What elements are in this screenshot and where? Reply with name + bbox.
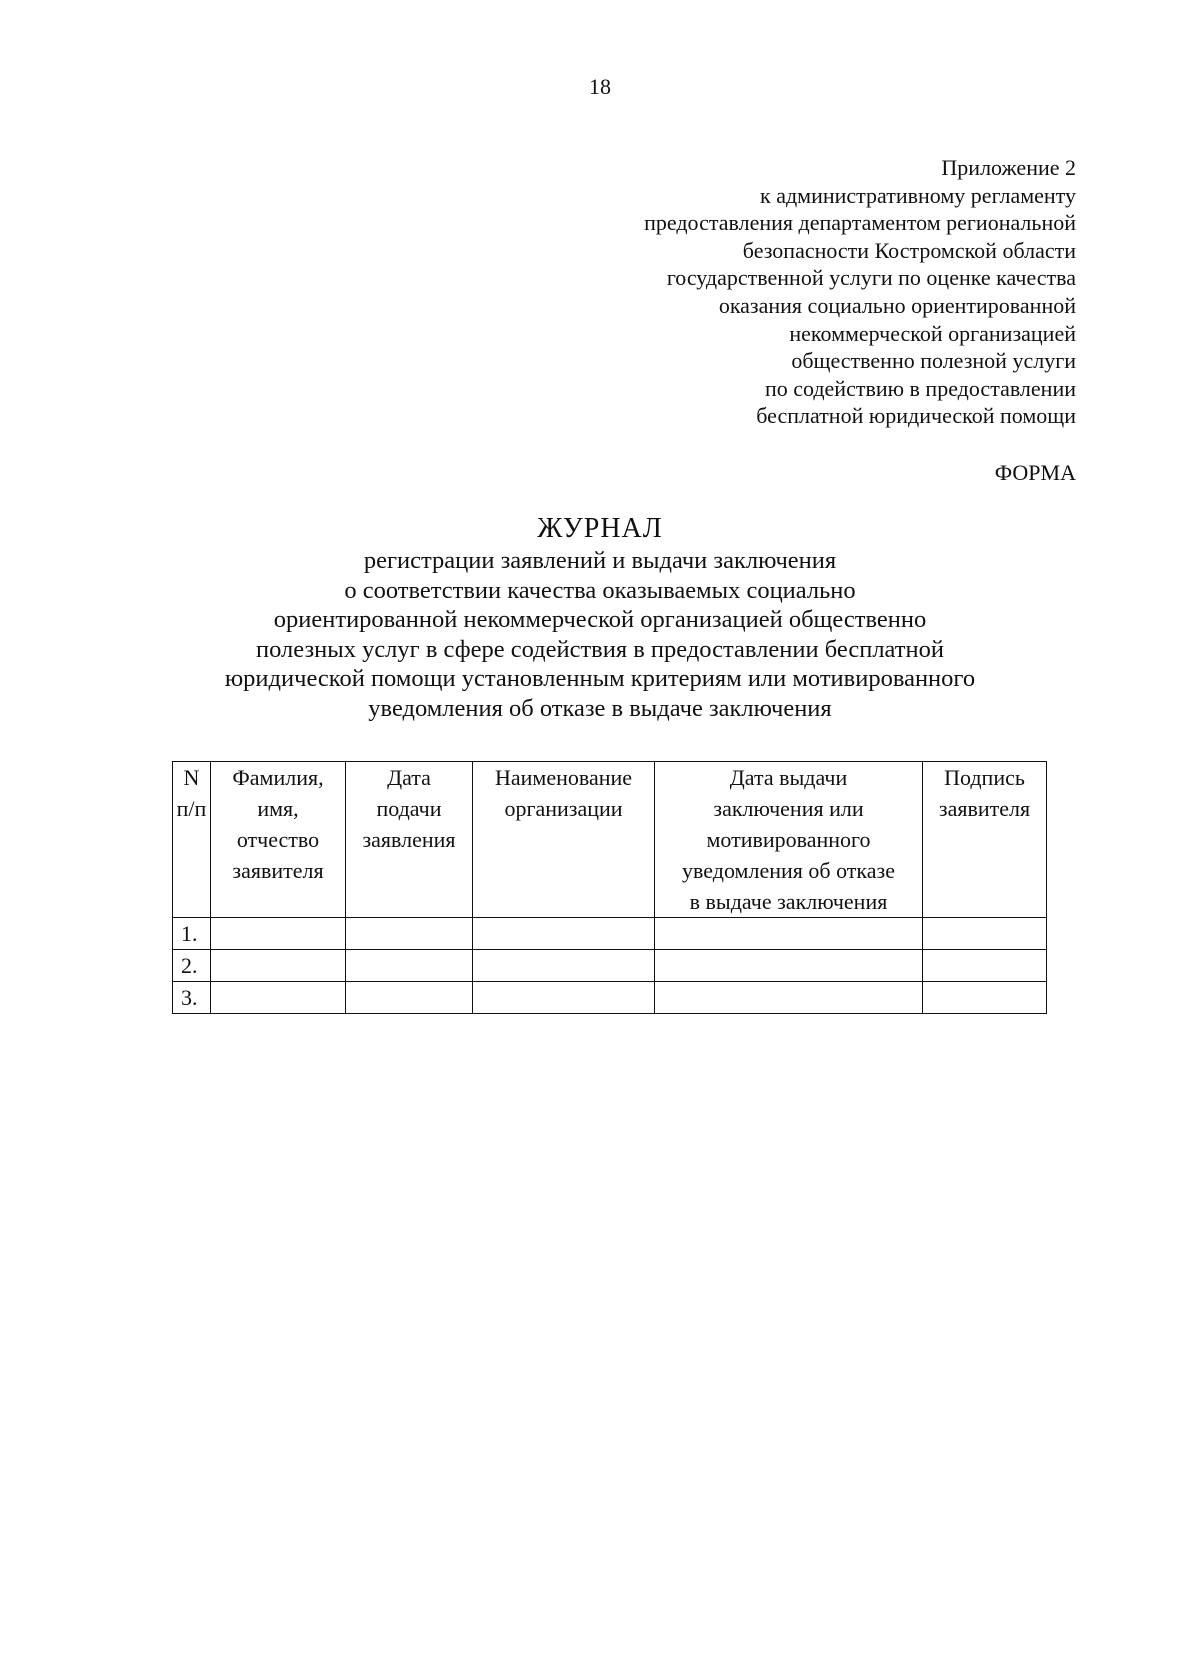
header-applicant-name: Фамилия, имя, отчество заявителя (211, 762, 346, 918)
cell-issue-date (655, 982, 923, 1014)
table-row (173, 950, 1047, 982)
table-header-row (173, 762, 1047, 918)
appendix-line: оказания социально ориентированной (718, 292, 1076, 318)
appendix-block (516, 154, 1076, 430)
cell-applicant-signature (923, 950, 1047, 982)
document-subtitle (0, 546, 1200, 723)
header-organization-name: Наименование организации (473, 762, 655, 918)
appendix-line: предоставления департаментом региональной (644, 210, 1076, 236)
subtitle-line: юридической помощи установленным критериям или мотивированного (224, 665, 976, 692)
cell-organization-name (473, 918, 655, 950)
appendix-line: к административному регламенту (760, 182, 1076, 208)
cell-submission-date (346, 982, 473, 1014)
title-block (0, 512, 1200, 723)
cell-applicant-name (211, 918, 346, 950)
table-row (173, 982, 1047, 1014)
cell-organization-name (473, 982, 655, 1014)
row-number: 1. (173, 918, 211, 950)
row-number: 3. (173, 982, 211, 1014)
header-applicant-signature: Подпись заявителя (923, 762, 1047, 918)
subtitle-line: ориентированной некоммерческой организацией общественно (273, 606, 927, 633)
appendix-line: безопасности Костромской области (742, 237, 1076, 263)
cell-submission-date (346, 950, 473, 982)
appendix-line: Приложение 2 (941, 155, 1076, 180)
subtitle-line: полезных услуг в сфере содействия в предоставлении бесплатной (256, 635, 944, 663)
document-title: ЖУРНАЛ (537, 513, 663, 544)
appendix-line: по содействию в предоставлении (764, 375, 1076, 401)
journal-table (172, 761, 1047, 1014)
cell-applicant-signature (923, 918, 1047, 950)
subtitle-line: о соответствии качества оказываемых социально (344, 576, 856, 604)
header-number: N п/п (173, 762, 211, 918)
subtitle-line: уведомления об отказе в выдаче заключения (368, 694, 832, 722)
cell-organization-name (473, 950, 655, 982)
cell-applicant-name (211, 950, 346, 982)
appendix-line: бесплатной юридической помощи (756, 403, 1076, 429)
cell-submission-date (346, 918, 473, 950)
row-number: 2. (173, 950, 211, 982)
appendix-line: некоммерческой организацией (789, 320, 1076, 346)
cell-issue-date (655, 918, 923, 950)
subtitle-line: регистрации заявлений и выдачи заключения (363, 547, 837, 574)
form-label: ФОРМА (994, 460, 1076, 485)
header-submission-date: Дата подачи заявления (346, 762, 473, 918)
appendix-line: общественно полезной услуги (791, 348, 1076, 374)
cell-applicant-name (211, 982, 346, 1014)
cell-applicant-signature (923, 982, 1047, 1014)
header-issue-date: Дата выдачи заключения или мотивированного уведомления об отказе в выдаче заключения (655, 762, 923, 918)
table-row (173, 918, 1047, 950)
cell-issue-date (655, 950, 923, 982)
page-number: 18 (589, 74, 611, 99)
appendix-line: государственной услуги по оценке качества (666, 265, 1076, 291)
